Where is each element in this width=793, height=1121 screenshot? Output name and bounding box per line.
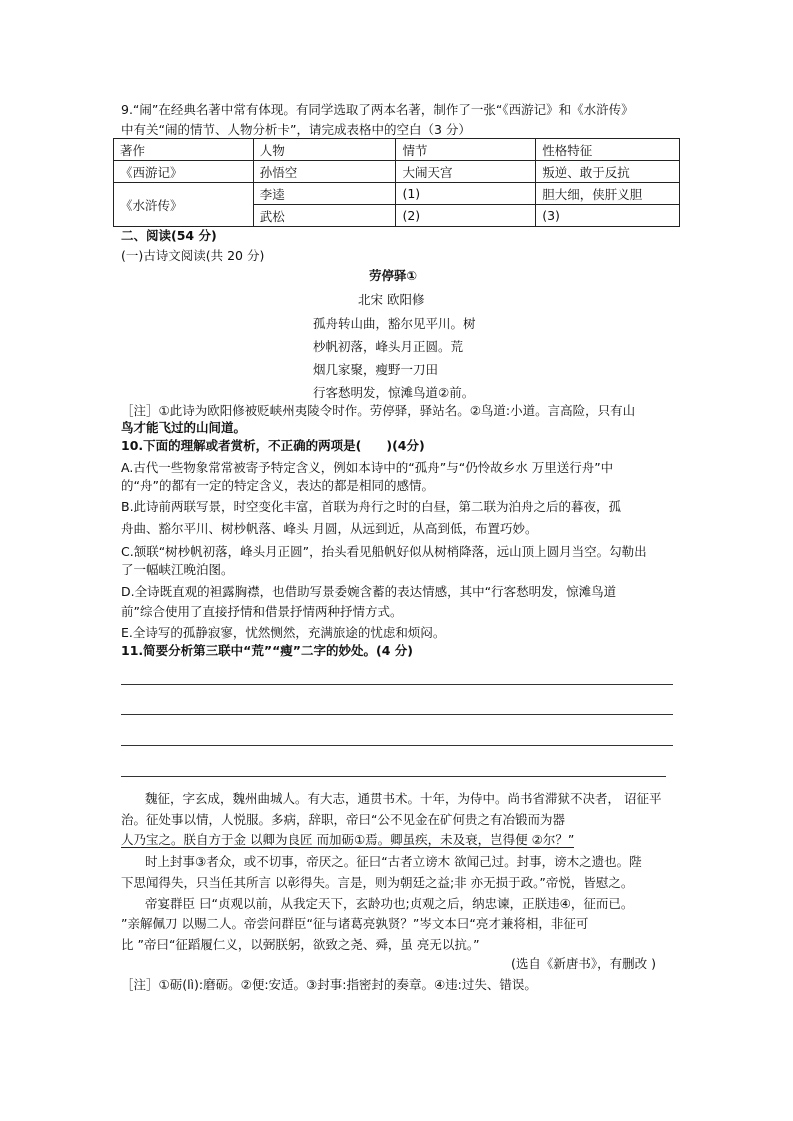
poem-note-line1: ［注］①此诗为欧阳修被贬峡州夷陵令时作。劳停驿，驿站名。②鸟道:小道。言高险，只有山 xyxy=(121,403,636,418)
q9-table xyxy=(113,138,680,227)
poem-author: 北宋 欧阳修 xyxy=(358,292,425,307)
cell-plot: 大闹天宫 xyxy=(396,161,536,183)
poem-line: 杪帆初落，峰头月正圆。荒 xyxy=(313,339,464,354)
table-header-row xyxy=(114,139,680,161)
underlined-text: 人乃宝之。朕自方于金 以卿为良匠 而加砺①焉。卿虽疾，未及衰，岂得便 ②尔？” xyxy=(121,832,575,847)
cell-blank-2[interactable]: (2) xyxy=(396,205,536,227)
passage-p1-cont: 治。征处事以情，人悦服。多病，辞职，帝曰“公不见金在矿何贵之有冶锻而为器 xyxy=(121,812,565,827)
cell-character: 武松 xyxy=(253,205,396,227)
q10-option-e: E.全诗写的孤静寂寥，忧然恻然，充满旅途的忧虑和烦闷。 xyxy=(121,625,446,640)
q9-line2: 中有关“闹的情节、人物分析卡”，请完成表格中的空白（3 分） xyxy=(121,122,471,137)
cell-character: 李逵 xyxy=(253,183,396,205)
passage-p3-cont: 比 ”帝曰“征蹈履仁义，以弼朕躬，欲致之尧、舜，虽 亮无以抗。” xyxy=(121,937,480,952)
section-title: 二、阅读(54 分) xyxy=(121,228,217,243)
passage-p2-cont: 下思闻得失，只当任其所言 以彰得失。言是，则为朝廷之益;非 亦无损于政。”帝悦，皆慰之。 xyxy=(121,875,634,890)
header-plot: 情节 xyxy=(396,139,536,161)
passage-source: (选自《新唐书》，有删改 ) xyxy=(511,956,656,971)
answer-line[interactable] xyxy=(121,714,673,715)
q11-stem: 11.简要分析第三联中“荒”“瘦”二字的妙处。(4 分) xyxy=(121,643,413,658)
poem-title: 劳停驿① xyxy=(369,268,418,283)
q10-option-d: D.全诗既直观的袒露胸襟，也借助写景委婉含蓄的表达情感，其中“行客愁明发，惊滩鸟道 xyxy=(121,584,617,599)
poem-line: 行客愁明发，惊滩鸟道②前。 xyxy=(313,385,475,400)
table-row xyxy=(114,183,680,205)
passage-p1: 魏征，字玄成，魏州曲城人。有大志，通贯书术。十年，为侍中。尚书省滞狱不决者， 诏征平 xyxy=(145,791,662,806)
table-row xyxy=(114,161,680,183)
cell-blank-1[interactable]: (1) xyxy=(396,183,536,205)
q10-option-d-cont: 前”综合使用了直接抒情和借景抒情两种抒情方式。 xyxy=(121,604,403,619)
q10-option-a: A.古代一些物象常常被寄予特定含义，例如本诗中的“孤舟”与“仍怜故乡水 万里送行舟”中 xyxy=(121,460,614,475)
q10-option-a-cont: 的“舟”的都有一定的特定含义，表达的都是相同的感情。 xyxy=(121,478,434,493)
passage-p2: 时上封事③者众，或不切事，帝厌之。征曰“古者立谤木 欲闻己过。封事，谤木之遗也。陛 xyxy=(145,854,642,869)
section-subtitle: (一)古诗文阅读(共 20 分) xyxy=(121,248,265,263)
answer-line[interactable] xyxy=(121,684,673,685)
q10-option-b-cont: 舟曲、豁尔平川、树杪帆落、峰头 月圆，从远到近，从高到低，布置巧妙。 xyxy=(121,521,538,536)
answer-line[interactable] xyxy=(121,776,666,777)
cell-book: 《水浒传》 xyxy=(114,183,254,227)
cell-trait: 叛逆、敢于反抗 xyxy=(536,161,680,183)
q10-option-c-cont: 了一幅峡江晚泊图。 xyxy=(121,562,234,577)
poem-line: 烟几家聚，瘦野一刀田 xyxy=(313,362,439,377)
cell-character: 孙悟空 xyxy=(253,161,396,183)
passage-p3: 帝宴群臣 曰“贞观以前，从我定天下，玄龄功也;贞观之后，纳忠谏，正朕违④，征而已。 xyxy=(145,896,634,911)
q10-option-c: C.颔联“树杪帆初落，峰头月正圆”，抬头看见船帆好似从树梢降落，远山顶上圆月当空。勾勒出 xyxy=(121,544,647,559)
poem-line: 孤舟转山曲，豁尔见平川。树 xyxy=(313,316,476,331)
q9-line1: 9.“闹”在经典名著中常有体现。有同学选取了两本名著，制作了一张“《西游记》和《水浒传》 xyxy=(121,102,634,117)
passage-p3-cont: ”亲解佩刀 以赐二人。帝尝问群臣“征与诸葛亮孰贤？”岑文本曰“亮才兼将相，非征可 xyxy=(121,916,589,931)
q10-option-b: B.此诗前两联写景，时空变化丰富，首联为舟行之时的白昼，第二联为泊舟之后的暮夜，孤 xyxy=(121,499,622,514)
cell-blank-3[interactable]: (3) xyxy=(536,205,680,227)
passage-p1-cont xyxy=(121,830,574,848)
answer-line[interactable] xyxy=(121,745,673,746)
header-trait: 性格特征 xyxy=(536,139,680,161)
poem-note-line2: 鸟才能飞过的山间道。 xyxy=(121,420,247,435)
header-character: 人物 xyxy=(253,139,396,161)
header-work: 著作 xyxy=(114,139,254,161)
passage-note: ［注］①砺(lì):磨砺。②便:安适。③封事:指密封的奏章。④违:过失、错误。 xyxy=(121,977,537,992)
cell-book: 《西游记》 xyxy=(114,161,254,183)
cell-trait: 胆大细，侠肝义胆 xyxy=(536,183,680,205)
q10-stem: 10.下面的理解或者赏析，不正确的两项是( )(4分) xyxy=(121,438,425,453)
